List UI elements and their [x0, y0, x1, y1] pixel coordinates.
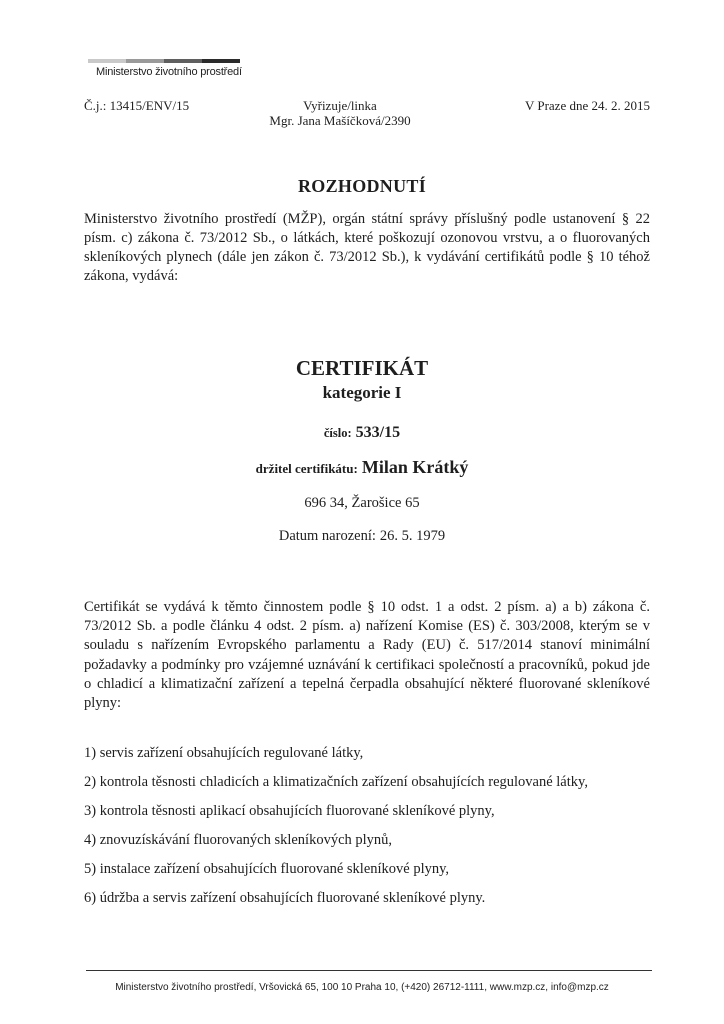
document-title: ROZHODNUTÍ — [297, 176, 426, 196]
ministry-name: Ministerstvo životního prostředí — [96, 66, 242, 78]
handler-block — [260, 98, 420, 128]
reference-number: Č.j.: 13415/ENV/15 — [84, 98, 190, 113]
logo-bar-segment — [88, 59, 126, 63]
handler-label: Vyřizuje/linka — [303, 98, 377, 113]
certificate-number: 533/15 — [355, 424, 401, 441]
holder-name: Milan Krátký — [361, 457, 469, 477]
footer-divider — [86, 970, 652, 971]
footer-contact: Ministerstvo životního prostředí, Vršovická 65, 100 10 Praha 10, (+420) 26712-1111, www.mzp.cz, info@mzp.cz — [115, 982, 609, 993]
list-item: 6) údržba a servis zařízení obsahujících fluorované skleníkové plyny. — [84, 890, 486, 906]
handler-name: Mgr. Jana Mašíčková/2390 — [269, 113, 411, 128]
logo-bar-segment — [164, 59, 202, 63]
list-item: 1) servis zařízení obsahujících regulované látky, — [84, 745, 364, 761]
activities-list — [84, 744, 588, 918]
birth-date-line — [0, 528, 724, 545]
logo-bar-segment — [202, 59, 240, 63]
birth-date-label: Datum narození: — [278, 528, 376, 544]
list-item: 5) instalace zařízení obsahujících fluorované skleníkové plyny, — [84, 861, 450, 877]
ministry-logo-bar — [88, 59, 240, 63]
list-item: 4) znovuzískávání fluorovaných skleníkových plynů, — [84, 832, 393, 848]
certificate-number-label: číslo: — [323, 426, 352, 440]
place-date: V Praze dne 24. 2. 2015 — [524, 98, 650, 113]
certificate-category: kategorie I — [322, 383, 402, 402]
birth-date: 26. 5. 1979 — [379, 528, 446, 544]
activities-intro: Certifikát se vydává k těmto činnostem podle § 10 odst. 1 a odst. 2 písm. a) a b) zákona č. 73/2012 Sb. a podle článku 4 odst. 2 písm. a) nařízení Komise (ES) č. 303/2008, kterým se v souladu s nařízením Evropského parlamentu a Rady (EU) č. 517/2014 stanoví minimální požadavky a podmínky pro vzájemné uznávání k certifikaci společností a pracovníků, pokud jde o chladicí a klimatizační zařízení a tepelná čerpadla obsahující některé fluorované skleníkové plyny: — [84, 599, 650, 712]
logo-bar-segment — [126, 59, 164, 63]
intro-paragraph: Ministerstvo životního prostředí (MŽP), orgán státní správy příslušný podle ustanovení § 22 písm. c) zákona č. 73/2012 Sb., o látkách, které poškozují ozonovou vrstvu, a o fluorovaných skleníkových plynech (dále jen zákon č. 73/2012 Sb.), k vydávání certifikátů podle § 10 téhož zákona, vydává: — [84, 211, 650, 284]
certificate-number-line — [0, 424, 724, 442]
holder-address: 696 34, Žarošice 65 — [304, 495, 420, 511]
certificate-title: CERTIFIKÁT — [295, 356, 429, 380]
list-item: 3) kontrola těsnosti aplikací obsahujících fluorované skleníkové plyny, — [84, 803, 495, 819]
list-item: 2) kontrola těsnosti chladicích a klimatizačních zařízení obsahujících regulované látky, — [84, 774, 588, 790]
certificate-holder-line — [0, 457, 724, 478]
holder-label: držitel certifikátu: — [255, 461, 358, 476]
